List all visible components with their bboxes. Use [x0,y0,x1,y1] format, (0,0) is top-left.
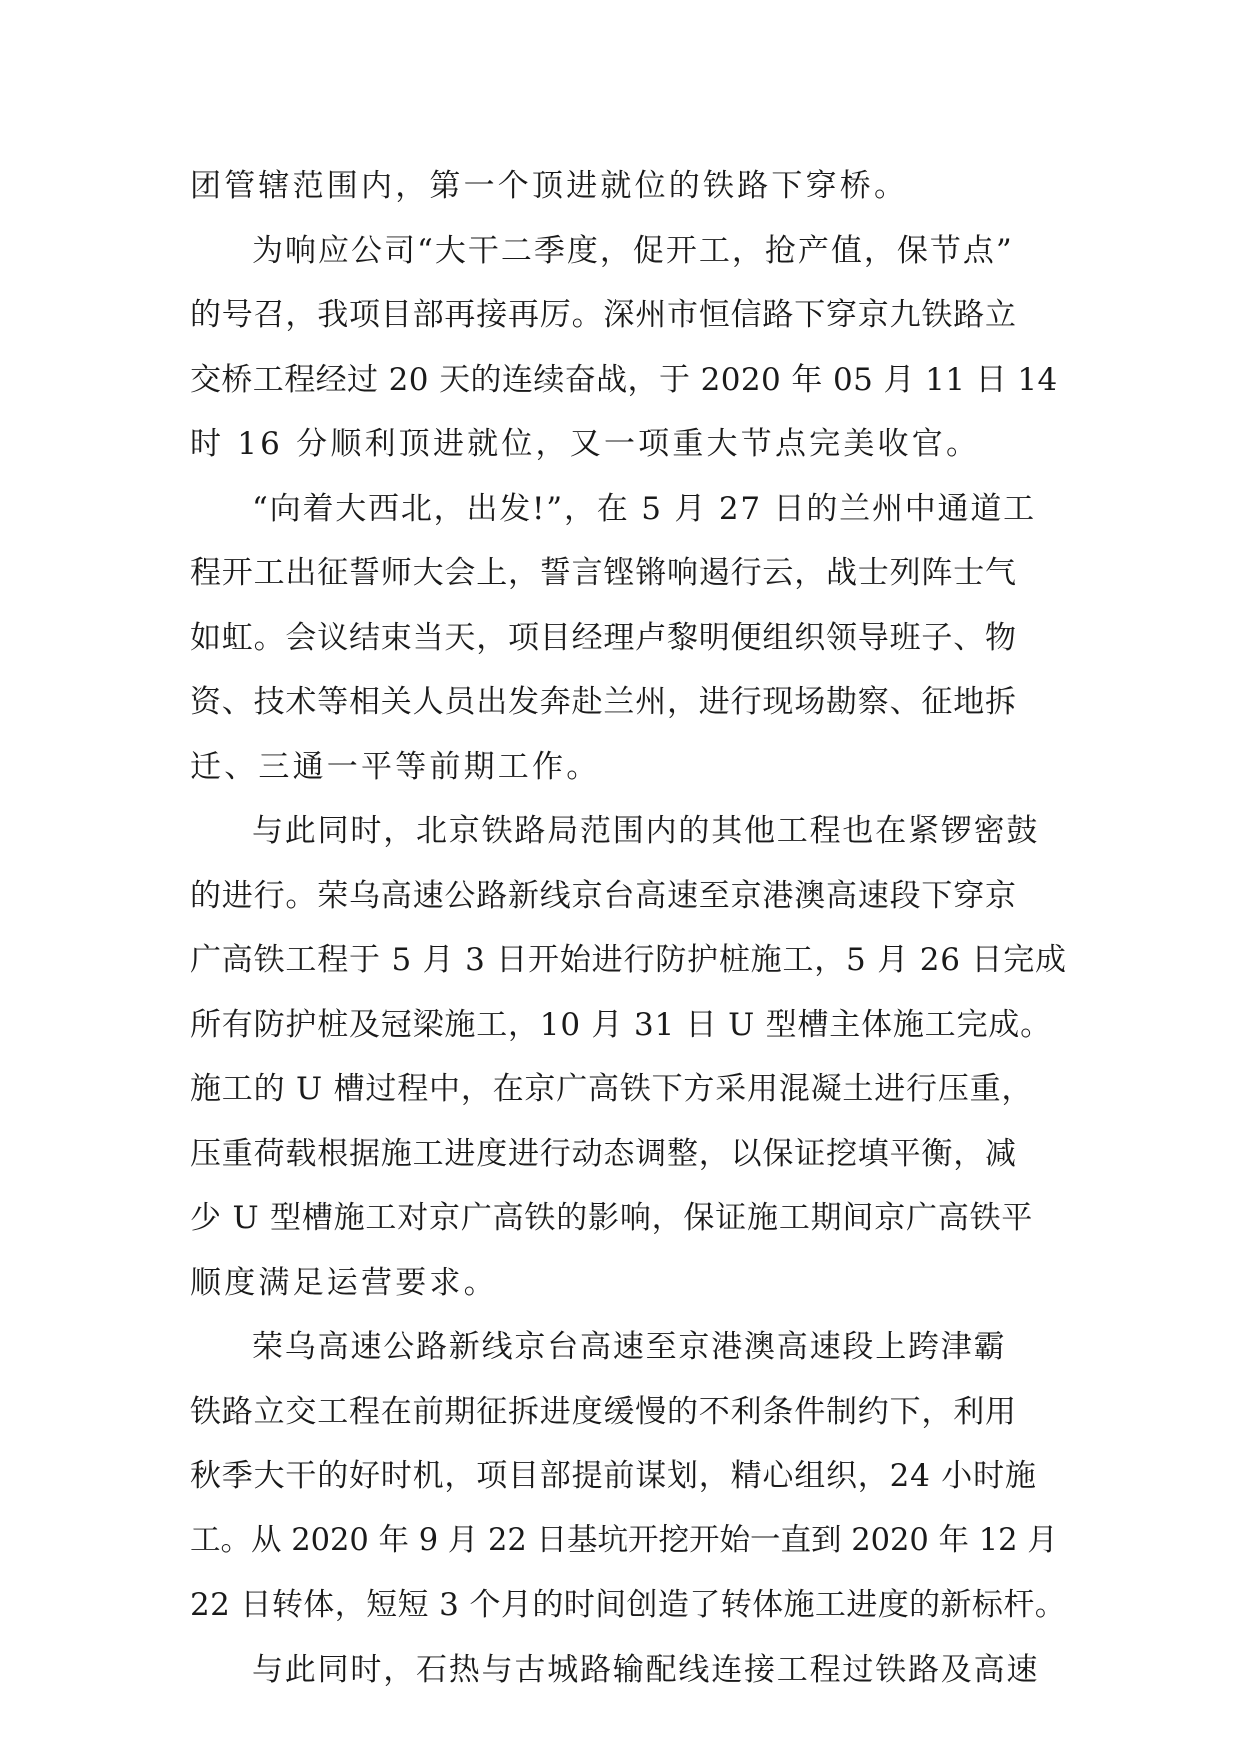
text-line: 团管辖范围内，第一个顶进就位的铁路下穿桥。 [190,168,909,204]
document-body [190,154,1070,1702]
text-line: 程开工出征誓师大会上，誓言铿锵响遏行云，战士列阵士气 [190,555,1017,591]
paragraph-first-line: 为响应公司“大干二季度，促开工，抢产值，保节点” [252,232,1014,269]
text-line: 22 日转体，短短 3 个月的时间创造了转体施工进度的新标杆。 [190,1587,1067,1623]
text-line: 压重荷载根据施工进度进行动态调整，以保证挖填平衡，减 [190,1135,1017,1172]
text-line: 所有防护桩及冠梁施工，10 月 31 日 U 型槽主体施工完成。 [190,1006,1052,1043]
text-line: 资、技术等相关人员出发奔赴兰州，进行现场勘察、征地拆 [190,684,1017,720]
paragraph-first-line: 荣乌高速公路新线京台高速至京港澳高速段上跨津霸 [252,1329,1007,1365]
text-line: 广高铁工程于 5 月 3 日开始进行防护桩施工，5 月 26 日完成 [190,942,1067,978]
text-line: 的进行。荣乌高速公路新线京台高速至京港澳高速段下穿京 [190,877,1017,914]
paragraph-first-line: “向着大西北，出发!”，在 5 月 27 日的兰州中通道工 [252,490,1036,527]
paragraph-first-line: 与此同时，石热与古城路输配线连接工程过铁路及高速 [252,1651,1040,1688]
text-line: 时 16 分顺利顶进就位，又一项重大节点完美收官。 [190,426,981,462]
text-line: 少 U 型槽施工对京广高铁的影响，保证施工期间京广高铁平 [190,1200,1034,1236]
text-line: 施工的 U 槽过程中，在京广高铁下方采用混凝土进行压重， [190,1071,1034,1107]
text-line: 顺度满足运营要求。 [190,1264,498,1301]
text-line: 如虹。会议结束当天，项目经理卢黎明便组织领导班子、物 [190,619,1017,656]
paragraph-first-line: 与此同时，北京铁路局范围内的其他工程也在紧锣密鼓 [252,813,1040,849]
text-line: 秋季大干的好时机，项目部提前谋划，精心组织，24 小时施 [190,1458,1037,1494]
text-line: 迁、三通一平等前期工作。 [190,748,601,785]
text-line: 铁路立交工程在前期征拆进度缓慢的不利条件制约下，利用 [190,1393,1017,1430]
text-line: 交桥工程经过 20 天的连续奋战，于 2020 年 05 月 11 日 14 [190,361,1058,398]
text-line: 工。从 2020 年 9 月 22 日基坑开挖开始一直到 2020 年 12 月 [190,1522,1058,1558]
text-line: 的号召，我项目部再接再厉。深州市恒信路下穿京九铁路立 [190,297,1017,333]
